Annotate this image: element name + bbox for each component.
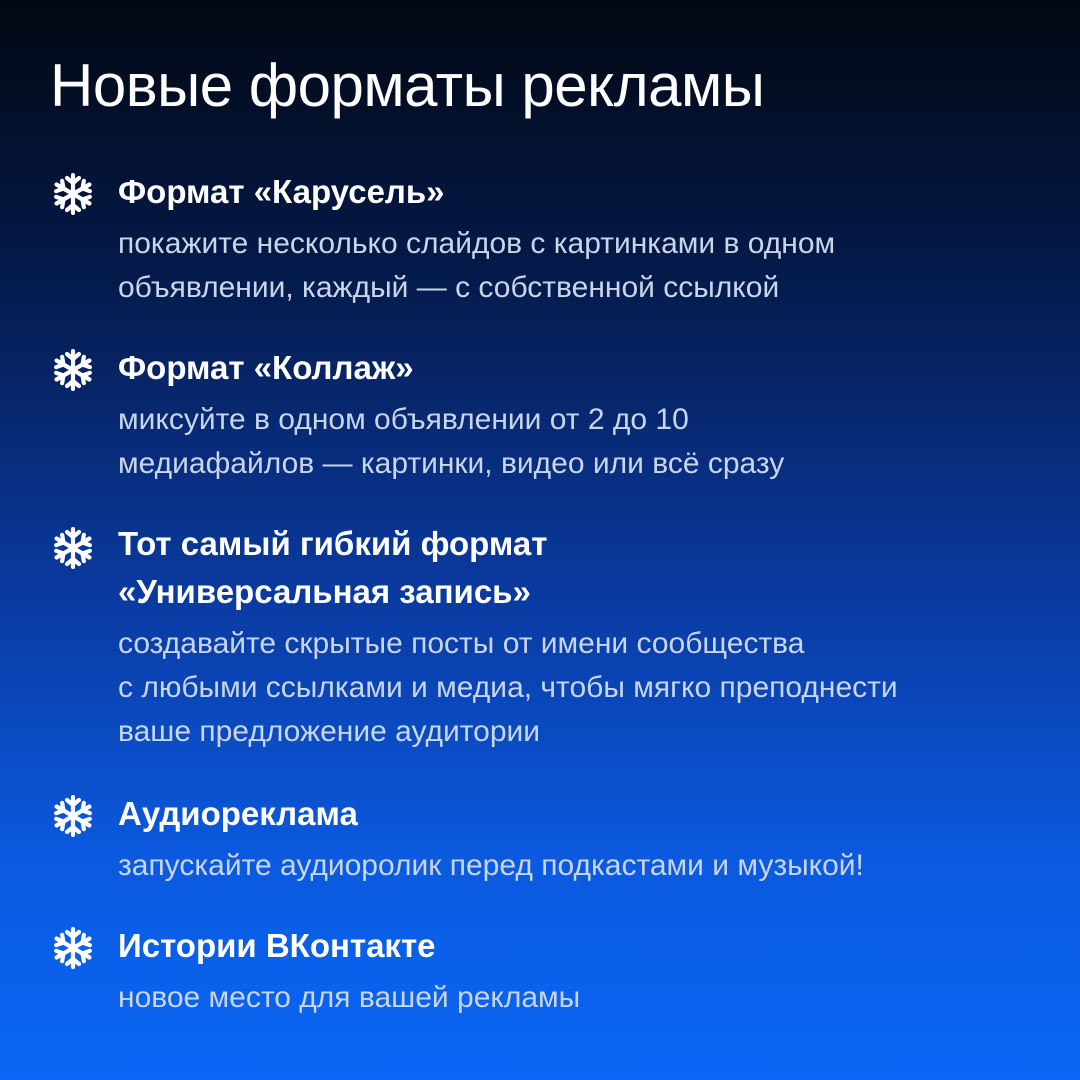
item-title: Аудиореклама: [118, 795, 358, 832]
snowflake-icon: [52, 795, 94, 837]
item-title: Тот самый гибкий формат «Универсальная запись»: [118, 525, 548, 610]
list-item-audio-ads: [50, 790, 1050, 888]
item-description: создавайте скрытые посты от имени сообщества с любыми ссылками и медиа, чтобы мягко преподнести ваше предложение аудитории: [118, 627, 898, 748]
item-description: новое место для вашей рекламы: [118, 981, 581, 1014]
list-item-vk-stories: [50, 922, 1050, 1020]
snowflake-icon: [52, 527, 94, 569]
item-title: Истории ВКонтакте: [118, 927, 436, 964]
item-description: запускайте аудиоролик перед подкастами и музыкой!: [118, 849, 864, 882]
list-item-carousel: [50, 168, 1050, 310]
page-title: Новые форматы рекламы: [50, 52, 765, 119]
item-title: Формат «Карусель»: [118, 173, 445, 210]
snowflake-icon: [52, 173, 94, 215]
item-description: покажите несколько слайдов с картинками в одном объявлении, каждый — с собственной ссылкой: [118, 227, 836, 304]
list-item-collage: [50, 344, 1050, 486]
snowflake-icon: [52, 927, 94, 969]
item-description: миксуйте в одном объявлении от 2 до 10 медиафайлов — картинки, видео или всё сразу: [118, 403, 785, 480]
list-item-universal-post: [50, 520, 1050, 754]
item-title: Формат «Коллаж»: [118, 349, 414, 386]
snowflake-icon: [52, 349, 94, 391]
